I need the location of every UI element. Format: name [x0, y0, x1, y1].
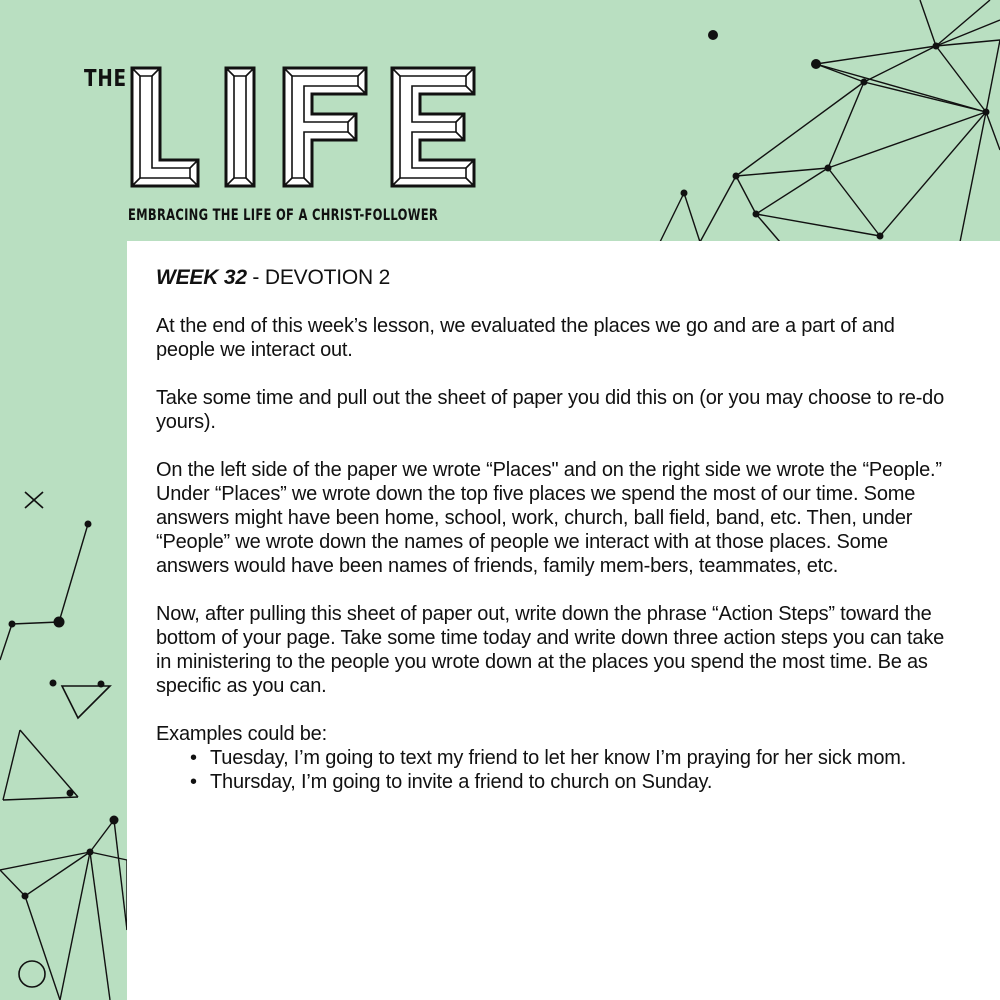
constellation-line [986, 112, 1000, 150]
paragraph: Take some time and pull out the sheet of paper you did this on (or you may choose to re-do yours). [156, 387, 945, 433]
constellation-dot [681, 190, 688, 197]
paragraph: On the left side of the paper we wrote “Places" and on the right side we wrote the “People.” Under “Places” we wrote down the top five places we spend the most of our time. Some answers might have been home, school, work, church, ball field, band, etc. Then, under “People” we wrote down the names of people we interact with at those places. Some answers would have been names of friends, family mem-bers, teammates, etc. [156, 459, 942, 577]
constellation-line [936, 20, 1000, 46]
constellation-line [12, 622, 59, 624]
constellation-line [684, 193, 700, 242]
list-item [190, 770, 956, 794]
constellation-line [114, 820, 127, 930]
constellation-line [756, 214, 880, 236]
week-label: WEEK 32 [156, 266, 247, 289]
constellation-line [90, 852, 110, 1000]
constellation-line [90, 852, 127, 860]
constellation-line [0, 624, 12, 660]
constellation-dot [85, 521, 92, 528]
constellation-line [90, 820, 114, 852]
constellation-dot [54, 617, 65, 628]
constellation-dot [708, 30, 718, 40]
list-item [190, 746, 956, 770]
constellation-line [936, 0, 990, 46]
constellation-dot [753, 211, 760, 218]
constellation-line [700, 176, 736, 242]
constellation-line [960, 112, 986, 242]
constellation-line [660, 193, 684, 242]
example-text: Tuesday, I’m going to text my friend to let her know I’m praying for her sick mom. [210, 747, 907, 769]
constellation-line [0, 870, 25, 896]
constellation-dot [50, 680, 57, 687]
paragraph: At the end of this week’s lesson, we evaluated the places we go and are a part of and people we interact out. [156, 315, 895, 361]
devotion-content [156, 266, 956, 794]
devotion-label: DEVOTION 2 [264, 266, 391, 289]
examples-list [156, 746, 956, 794]
heading-separator: - [246, 266, 265, 289]
constellation-dot [67, 790, 74, 797]
constellation-dot [811, 59, 821, 69]
life-logo [130, 66, 478, 190]
constellation-line [828, 168, 880, 236]
constellation-dot [9, 621, 16, 628]
constellation-dot [110, 816, 119, 825]
devotion-heading [156, 266, 956, 290]
constellation-dot [983, 109, 990, 116]
constellation-line [986, 40, 1000, 112]
constellation-dot [861, 79, 868, 86]
paragraph: Now, after pulling this sheet of paper out, write down the phrase “Action Steps” toward the bottom of your page. Take some time today and write down three action steps you can take in ministering to the people you wrote down at the places you spend the most time. Be as specific as you can. [156, 603, 945, 697]
constellation-line [736, 168, 828, 176]
constellation-line [20, 730, 78, 797]
constellation-dot [87, 849, 94, 856]
constellation-dot [733, 173, 740, 180]
constellation-line [3, 797, 78, 800]
tagline: EMBRACING THE LIFE OF A CHRIST-FOLLOWER [128, 205, 439, 224]
constellation-line [920, 0, 936, 46]
constellation-line [59, 524, 88, 622]
cross-icon [25, 492, 43, 508]
constellation-dot [933, 43, 940, 50]
triangle-icon [62, 686, 110, 718]
constellation-dot [877, 233, 884, 240]
example-text: Thursday, I’m going to invite a friend to church on Sunday. [210, 771, 713, 793]
constellation-line [25, 896, 60, 1000]
constellation-line [816, 64, 986, 112]
constellation-line [3, 730, 20, 800]
circle-icon [19, 961, 45, 987]
logo-prefix: THE [84, 66, 127, 92]
bullet-icon: • [190, 771, 197, 793]
bullet-icon: • [190, 747, 197, 769]
constellation-line [936, 40, 1000, 46]
constellation-dot [825, 165, 832, 172]
constellation-line [756, 168, 828, 214]
constellation-line [60, 852, 90, 1000]
constellation-dot [22, 893, 29, 900]
examples-intro: Examples could be: [156, 723, 327, 745]
constellation-line [736, 176, 756, 214]
